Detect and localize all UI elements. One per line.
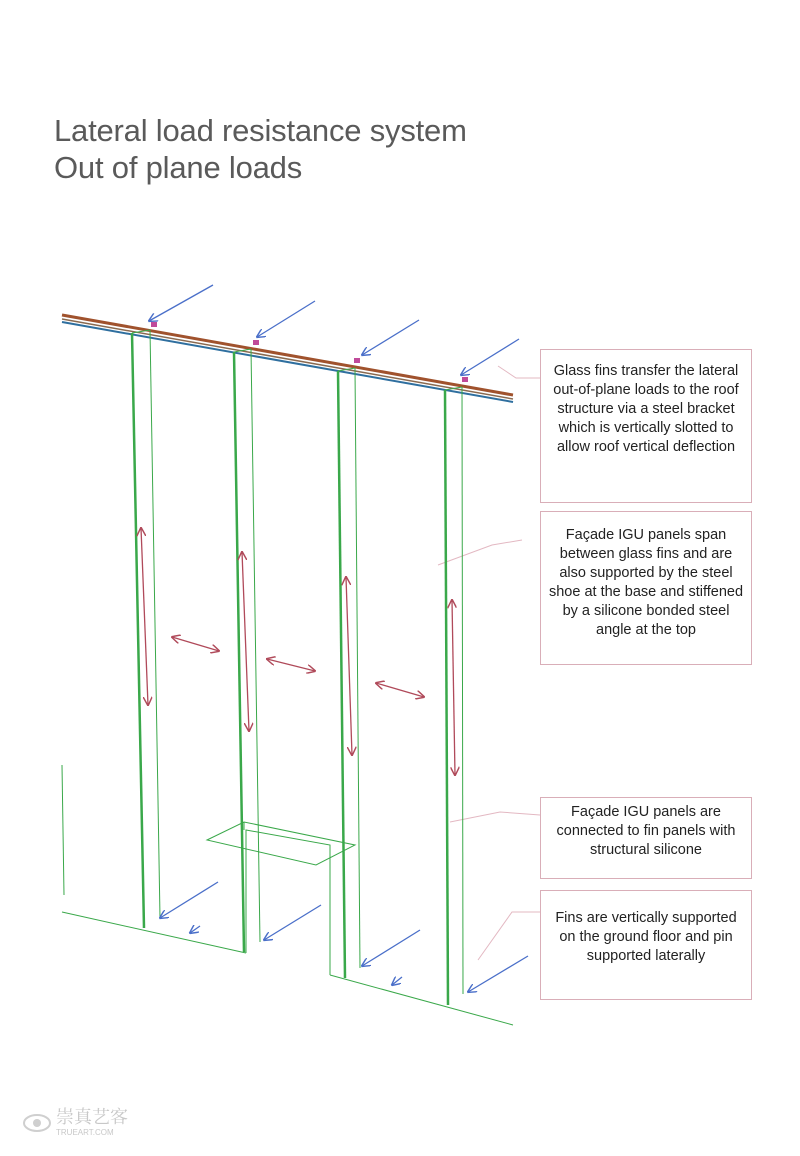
title-line-2: Out of plane loads [54,150,303,185]
leader-line-2 [438,540,522,565]
leader-line-3 [450,812,540,822]
vertical-span-arrow-1 [141,528,148,705]
horizontal-span-arrow-1 [172,637,219,651]
bracket-3 [354,358,360,363]
ground-outline [62,765,513,1025]
ground-line-left [62,912,246,953]
vertical-span-arrow-4 [452,600,455,775]
door-head [207,822,355,865]
base-load-arrow-4 [468,956,528,992]
callout-roof-bracket: Glass fins transfer the lateral out-of-plane loads to the roof structure via a steel bracket which is vertically slotted to allow roof vertical deflection [540,349,752,503]
callout-structural-silicone: Façade IGU panels are connected to fin panels with structural silicone [540,797,752,879]
glass-fin-2 [234,349,260,952]
roof-brackets [151,322,468,382]
leader-line-1 [498,366,540,378]
horizontal-span-arrow-3 [376,683,424,697]
horizontal-span-arrows [172,637,424,697]
bracket-4 [462,377,468,382]
bracket-2 [253,340,259,345]
glass-fin-1 [132,330,160,928]
base-load-arrow-1 [160,882,218,918]
roof-load-arrow-1 [149,285,213,321]
watermark [22,1108,128,1137]
roof-load-arrow-3 [362,320,419,355]
roof-load-arrows [149,285,519,375]
callout-fin-support: Fins are vertically supported on the ground floor and pin supported laterally [540,890,752,1000]
leader-line-4 [478,912,540,960]
ground-line-right [330,975,513,1025]
vertical-span-arrow-2 [242,552,249,731]
horizontal-span-arrow-2 [267,659,315,671]
roof-load-arrow-2 [257,301,315,337]
watermark-subtext: TRUEART.COM [56,1128,114,1137]
small-arrow-1 [190,926,200,933]
roof-load-arrow-4 [461,339,519,375]
roof-beam [62,315,513,402]
small-arrow-2 [392,977,402,985]
glass-fins [132,330,463,1005]
left-wall-edge [62,765,64,895]
base-load-arrow-3 [362,930,420,966]
watermark-text: 崇真艺客 [56,1107,128,1127]
base-load-arrow-2 [264,905,321,940]
vertical-span-arrow-3 [346,577,352,755]
watermark-text-block [56,1108,128,1137]
vertical-span-arrows [141,528,455,775]
callout-igu-span: Façade IGU panels span between glass fins and are also supported by the steel shoe at the base and stiffened by a silicone bonded steel angle at the top [540,511,752,665]
title-line-1: Lateral load resistance system [54,113,467,148]
bracket-1 [151,322,157,327]
eye-logo-icon [22,1111,52,1135]
